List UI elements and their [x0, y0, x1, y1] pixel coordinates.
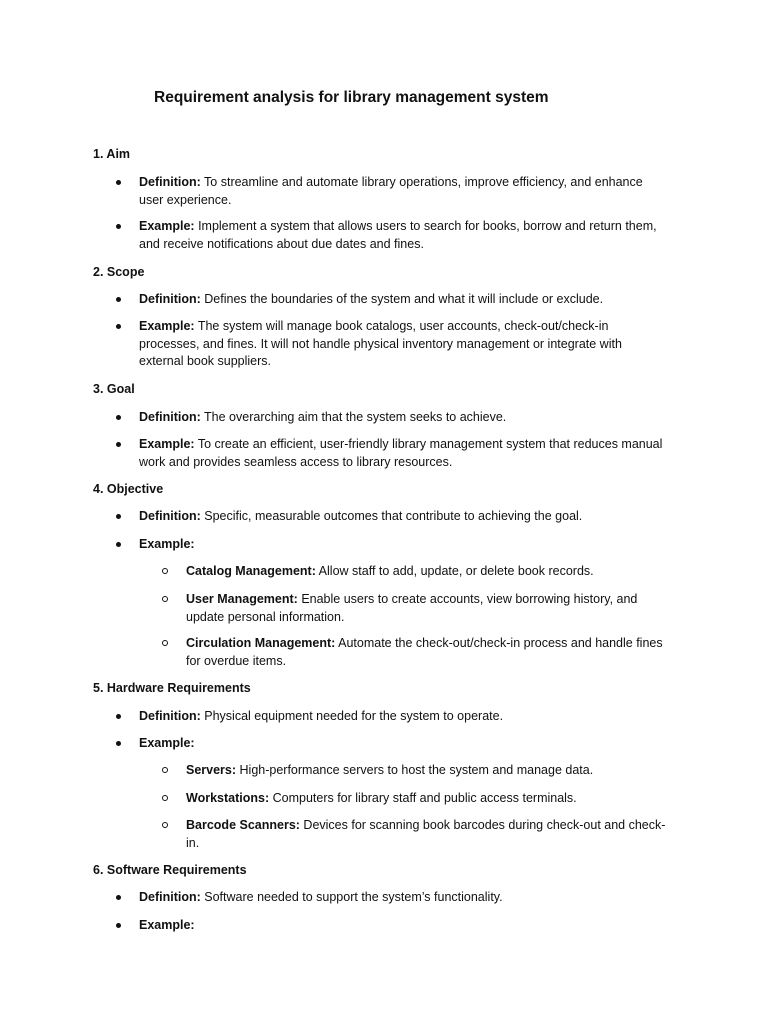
circle-bullet-icon — [162, 822, 168, 828]
bullet-icon — [116, 415, 121, 420]
section-heading-scope: 2. Scope — [93, 265, 145, 279]
circle-bullet-icon — [162, 568, 168, 574]
subitem-text: Enable users to create accounts, view borrowing history, and update personal information. — [186, 592, 638, 624]
circle-bullet-icon — [162, 767, 168, 773]
section-heading-aim: 1. Aim — [93, 147, 131, 161]
example-label: Example: — [139, 918, 195, 932]
subitem-label: Servers: — [186, 763, 237, 777]
subitem-label: User Management: — [186, 592, 298, 606]
example-label: Example: — [139, 437, 195, 451]
bullet-icon — [116, 442, 121, 447]
definition-text: To streamline and automate library operations, improve efficiency, and enhance user experience. — [139, 175, 643, 207]
section-heading-hardware: 5. Hardware Requirements — [93, 681, 251, 695]
bullet-icon — [116, 324, 121, 329]
definition-text: Specific, measurable outcomes that contribute to achieving the goal. — [200, 509, 583, 523]
example-label: Example: — [139, 319, 195, 333]
bullet-icon — [116, 180, 121, 185]
bullet-icon — [116, 297, 121, 302]
subitem-text: Devices for scanning book barcodes during check-out and check-in. — [186, 818, 666, 850]
definition-label: Definition: — [139, 292, 201, 306]
subitem-label: Circulation Management: — [186, 636, 336, 650]
example-label: Example: — [139, 736, 195, 750]
definition-text: Software needed to support the system’s functionality. — [200, 890, 503, 904]
subitem-text: High-performance servers to host the system and manage data. — [236, 763, 594, 777]
bullet-icon — [116, 542, 121, 547]
subitem-label: Barcode Scanners: — [186, 818, 300, 832]
definition-text: The overarching aim that the system seeks to achieve. — [200, 410, 507, 424]
section-heading-objective: 4. Objective — [93, 482, 164, 496]
bullet-icon — [116, 224, 121, 229]
definition-label: Definition: — [139, 709, 201, 723]
circle-bullet-icon — [162, 795, 168, 801]
bullet-icon — [116, 514, 121, 519]
bullet-icon — [116, 714, 121, 719]
example-text: Implement a system that allows users to search for books, borrow and return them, and receive notifications about due dates and fines. — [139, 219, 657, 251]
definition-text: Defines the boundaries of the system and what it will include or exclude. — [200, 292, 604, 306]
bullet-icon — [116, 895, 121, 900]
subitem-label: Workstations: — [186, 791, 270, 805]
definition-label: Definition: — [139, 509, 201, 523]
definition-label: Definition: — [139, 175, 201, 189]
section-heading-goal: 3. Goal — [93, 382, 135, 396]
circle-bullet-icon — [162, 596, 168, 602]
example-label: Example: — [139, 219, 195, 233]
bullet-icon — [116, 923, 121, 928]
document-title: Requirement analysis for library management system — [154, 89, 549, 106]
example-label: Example: — [139, 537, 195, 551]
subitem-text: Automate the check-out/check-in process and handle fines for overdue items. — [186, 636, 663, 668]
subitem-label: Catalog Management: — [186, 564, 316, 578]
definition-text: Physical equipment needed for the system to operate. — [200, 709, 504, 723]
bullet-icon — [116, 741, 121, 746]
example-text: The system will manage book catalogs, user accounts, check-out/check-in processes, and fines. It will not handle physical inventory management or integrate with external book suppliers. — [139, 319, 622, 368]
subitem-text: Computers for library staff and public access terminals. — [269, 791, 577, 805]
definition-label: Definition: — [139, 410, 201, 424]
section-heading-software: 6. Software Requirements — [93, 863, 247, 877]
example-text: To create an efficient, user-friendly library management system that reduces manual work and provides seamless access to library resources. — [139, 437, 663, 469]
definition-label: Definition: — [139, 890, 201, 904]
circle-bullet-icon — [162, 640, 168, 646]
subitem-text: Allow staff to add, update, or delete book records. — [315, 564, 594, 578]
